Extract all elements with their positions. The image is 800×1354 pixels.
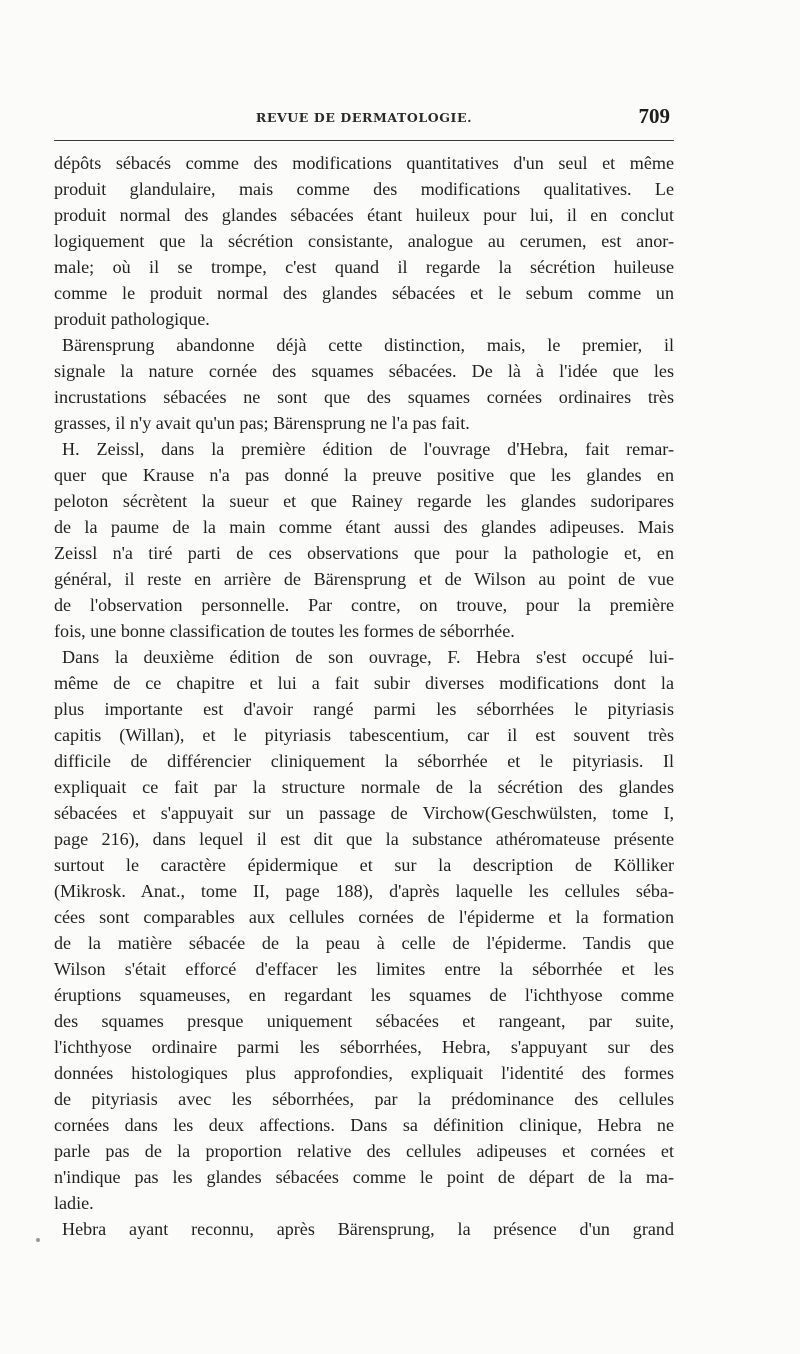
text-line: éruptions squameuses, en regardant les squames de l'ichthyose comme bbox=[54, 985, 674, 1005]
text-line: même de ce chapitre et lui a fait subir diverses modifications dont la bbox=[54, 673, 674, 693]
text-line: comme le produit normal des glandes sébacées et le sebum comme un bbox=[54, 283, 674, 303]
text-line: produit pathologique. bbox=[54, 309, 210, 329]
text-line: de l'observation personnelle. Par contre, on trouve, pour la première bbox=[54, 595, 674, 615]
text-line: dépôts sébacés comme des modifications quantitatives d'un seul et même bbox=[54, 153, 674, 173]
header-rule bbox=[54, 140, 674, 141]
text-line: fois, une bonne classification de toutes les formes de séborrhée. bbox=[54, 621, 515, 641]
text-line: de la matière sébacée de la peau à celle de l'épiderme. Tandis que bbox=[54, 933, 674, 953]
text-line: général, il reste en arrière de Bärensprung et de Wilson au point de vue bbox=[54, 569, 674, 589]
text-line: plus importante est d'avoir rangé parmi les séborrhées le pityriasis bbox=[54, 699, 674, 719]
text-line: Wilson s'était efforcé d'effacer les limites entre la séborrhée et les bbox=[54, 959, 674, 979]
text-line: de pityriasis avec les séborrhées, par la prédominance des cellules bbox=[54, 1089, 674, 1109]
text-line: sébacées et s'appuyait sur un passage de Virchow(Geschwülsten, tome I, bbox=[54, 803, 674, 823]
text-line: parle pas de la proportion relative des cellules adipeuses et cornées et bbox=[54, 1141, 674, 1161]
page-number: 709 bbox=[638, 104, 670, 128]
text-line: Zeissl n'a tiré parti de ces observations que pour la pathologie et, en bbox=[54, 543, 674, 563]
text-line: cées sont comparables aux cellules cornées de l'épiderme et la formation bbox=[54, 907, 674, 927]
text-line: Bärensprung abandonne déjà cette distinction, mais, le premier, il bbox=[62, 335, 674, 355]
text-line: des squames presque uniquement sébacées et rangeant, par suite, bbox=[54, 1011, 674, 1031]
text-line: difficile de différencier cliniquement la séborrhée et le pityriasis. Il bbox=[54, 751, 674, 771]
text-line: signale la nature cornée des squames sébacées. De là à l'idée que les bbox=[54, 361, 674, 381]
text-line: page 216), dans lequel il est dit que la substance athéromateuse présente bbox=[54, 829, 674, 849]
text-line: logiquement que la sécrétion consistante, analogue au cerumen, est anor- bbox=[54, 231, 674, 251]
text-line: l'ichthyose ordinaire parmi les séborrhées, Hebra, s'appuyant sur des bbox=[54, 1037, 674, 1057]
page-header bbox=[54, 104, 674, 134]
text-line: produit normal des glandes sébacées étant huileux pour lui, il en conclut bbox=[54, 205, 674, 225]
text-line: produit glandulaire, mais comme des modifications qualitatives. Le bbox=[54, 179, 674, 199]
text-line: Hebra ayant reconnu, après Bärensprung, la présence d'un grand bbox=[62, 1219, 674, 1239]
text-line: Dans la deuxième édition de son ouvrage, F. Hebra s'est occupé lui- bbox=[62, 647, 674, 667]
text-line: données histologiques plus approfondies, expliquait l'identité des formes bbox=[54, 1063, 674, 1083]
text-line: cornées dans les deux affections. Dans sa définition clinique, Hebra ne bbox=[54, 1115, 674, 1135]
text-line: male; où il se trompe, c'est quand il regarde la sécrétion huileuse bbox=[54, 257, 674, 277]
running-title: REVUE DE DERMATOLOGIE. bbox=[255, 110, 473, 125]
text-line: (Mikrosk. Anat., tome II, page 188), d'après laquelle les cellules séba- bbox=[54, 881, 674, 901]
text-line: surtout le caractère épidermique et sur la description de Kölliker bbox=[54, 855, 674, 875]
text-line: ladie. bbox=[54, 1193, 94, 1213]
text-line: grasses, il n'y avait qu'un pas; Bärensprung ne l'a pas fait. bbox=[54, 413, 470, 433]
paper-speck bbox=[36, 1238, 40, 1242]
text-line: de la paume de la main comme étant aussi des glandes adipeuses. Mais bbox=[54, 517, 674, 537]
text-line: capitis (Willan), et le pityriasis tabescentium, car il est souvent très bbox=[54, 725, 674, 745]
text-line: n'indique pas les glandes sébacées comme le point de départ de la ma- bbox=[54, 1167, 674, 1187]
text-line: expliquait ce fait par la structure normale de la sécrétion des glandes bbox=[54, 777, 674, 797]
text-line: incrustations sébacées ne sont que des squames cornées ordinaires très bbox=[54, 387, 674, 407]
body-text bbox=[54, 150, 674, 1242]
text-line: H. Zeissl, dans la première édition de l'ouvrage d'Hebra, fait remar- bbox=[62, 439, 674, 459]
text-line: peloton sécrètent la sueur et que Rainey regarde les glandes sudoripares bbox=[54, 491, 674, 511]
text-line: quer que Krause n'a pas donné la preuve positive que les glandes en bbox=[54, 465, 674, 485]
